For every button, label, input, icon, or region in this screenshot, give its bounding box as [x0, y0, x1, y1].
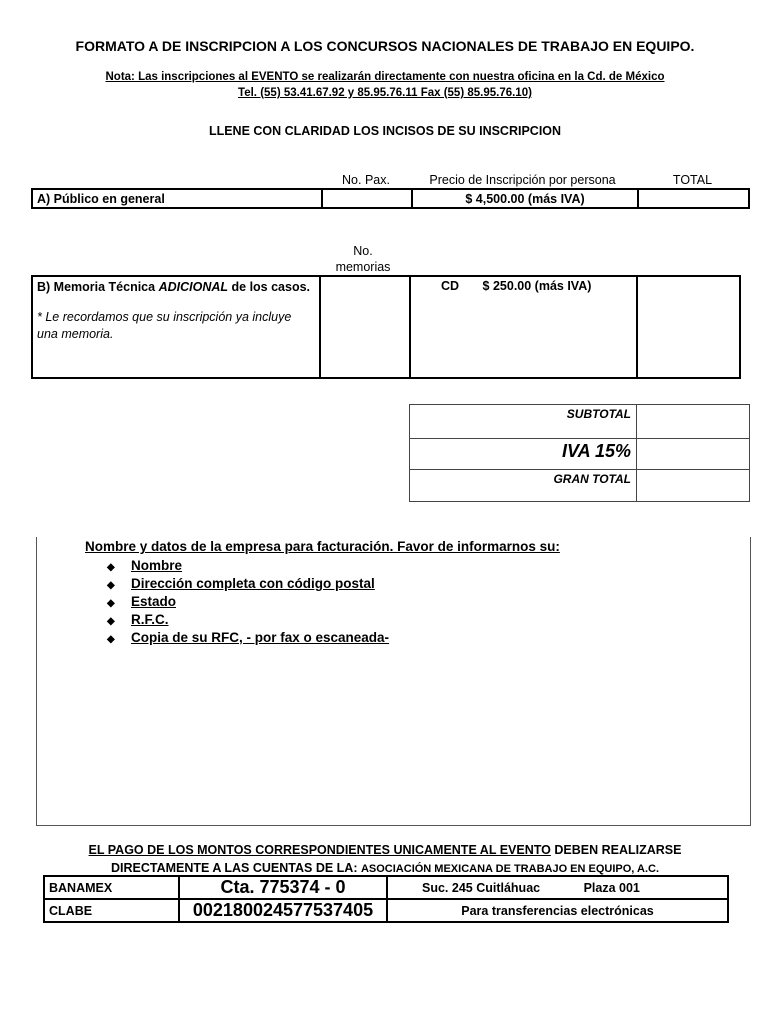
- branch-info: [387, 876, 728, 899]
- col-header-memorias-line2: memorias: [335, 260, 391, 274]
- payment-notice-line2: [0, 861, 770, 875]
- section-b-price-cell: [410, 276, 637, 378]
- gran-total-label: GRAN TOTAL: [410, 470, 637, 502]
- section-b-label-post: de los casos.: [228, 280, 311, 294]
- form-title: FORMATO A DE INSCRIPCION A LOS CONCURSOS NACIONALES DE TRABAJO EN EQUIPO.: [75, 38, 695, 54]
- billing-box: [36, 537, 751, 826]
- contact-note: [0, 69, 770, 101]
- table-row: [32, 276, 740, 378]
- billing-heading: Nombre y datos de la empresa para facturación. Favor de informarnos su:: [85, 539, 560, 554]
- table-row: [410, 470, 750, 502]
- section-a-total-field[interactable]: [638, 189, 749, 208]
- payment-org-name: ASOCIACIÓN MEXICANA DE TRABAJO EN EQUIPO, A.C.: [360, 863, 660, 875]
- diamond-bullet-icon: ◆: [107, 634, 115, 645]
- col-header-total: TOTAL: [672, 173, 713, 187]
- branch-number: Suc. 245 Cuitláhuac: [422, 880, 541, 895]
- account-number: Cta. 775374 - 0: [179, 876, 387, 899]
- gran-total-field[interactable]: [637, 470, 750, 502]
- list-item: [107, 557, 389, 575]
- contact-note-line1: Nota: Las inscripciones al EVENTO se realizarán directamente con nuestra oficina en la Cd. de México: [105, 71, 665, 83]
- section-a-price: $ 4,500.00 (más IVA): [412, 189, 638, 208]
- summary-table: [409, 404, 750, 502]
- diamond-bullet-icon: ◆: [107, 580, 115, 591]
- list-item: [107, 629, 389, 647]
- section-a-label: A) Público en general: [32, 189, 322, 208]
- section-b-label-cell: [32, 276, 320, 378]
- billing-item-label: Estado: [131, 594, 177, 609]
- col-header-memorias: [318, 243, 408, 275]
- billing-item-label: Dirección completa con código postal: [131, 576, 375, 591]
- billing-item-label: R.F.C.: [131, 612, 169, 627]
- table-row: [410, 405, 750, 439]
- billing-item-label: Nombre: [131, 558, 183, 573]
- section-b-memorias-field[interactable]: [320, 276, 410, 378]
- diamond-bullet-icon: ◆: [107, 562, 115, 573]
- section-b-total-field[interactable]: [637, 276, 740, 378]
- diamond-bullet-icon: ◆: [107, 616, 115, 627]
- section-b-reminder: * Le recordamos que su inscripción ya incluye una memoria.: [37, 310, 292, 341]
- section-b-prefix: CD: [441, 279, 460, 293]
- transfer-note: Para transferencias electrónicas: [387, 899, 728, 922]
- col-header-price: Precio de Inscripción por persona: [429, 173, 616, 187]
- list-item: [107, 575, 389, 593]
- section-a-table: [31, 188, 750, 209]
- clabe-label: CLABE: [44, 899, 179, 922]
- diamond-bullet-icon: ◆: [107, 598, 115, 609]
- subtotal-label: SUBTOTAL: [410, 405, 637, 439]
- section-b-label-emphasis: ADICIONAL: [158, 280, 229, 294]
- table-row: [410, 439, 750, 470]
- section-b-label: [37, 279, 315, 295]
- billing-item-label: Copia de su RFC, - por fax o escaneada-: [131, 630, 390, 645]
- billing-list: [107, 557, 389, 647]
- bank-accounts-table: [43, 875, 729, 923]
- list-item: [107, 611, 389, 629]
- plaza-number: Plaza 001: [583, 880, 640, 895]
- iva-label: IVA 15%: [410, 439, 637, 470]
- iva-field[interactable]: [637, 439, 750, 470]
- list-item: [107, 593, 389, 611]
- payment-notice-rest: DEBEN REALIZARSE: [550, 843, 682, 857]
- col-header-memorias-line1: No.: [353, 244, 373, 258]
- contact-note-line2: Tel. (55) 53.41.67.92 y 85.95.76.11 Fax (55) 85.95.76.10): [238, 87, 532, 99]
- payment-notice-main: DIRECTAMENTE A LAS CUENTAS DE LA:: [110, 861, 361, 875]
- subtotal-field[interactable]: [637, 405, 750, 439]
- fill-instruction: LLENE CON CLARIDAD LOS INCISOS DE SU INSCRIPCION: [208, 124, 562, 138]
- col-header-pax: No. Pax.: [342, 173, 390, 187]
- bank-name: BANAMEX: [44, 876, 179, 899]
- payment-notice-line1: [0, 843, 770, 857]
- payment-notice-underlined: EL PAGO DE LOS MONTOS CORRESPONDIENTES UNICAMENTE AL EVENTO: [88, 843, 551, 857]
- section-b-table: [31, 275, 741, 379]
- clabe-number: 002180024577537405: [179, 899, 387, 922]
- table-row: [32, 189, 749, 208]
- section-b-price: $ 250.00 (más IVA): [482, 279, 592, 293]
- table-row: [44, 876, 728, 899]
- table-row: [44, 899, 728, 922]
- section-a-pax-field[interactable]: [322, 189, 412, 208]
- section-b-label-pre: B) Memoria Técnica: [37, 280, 159, 294]
